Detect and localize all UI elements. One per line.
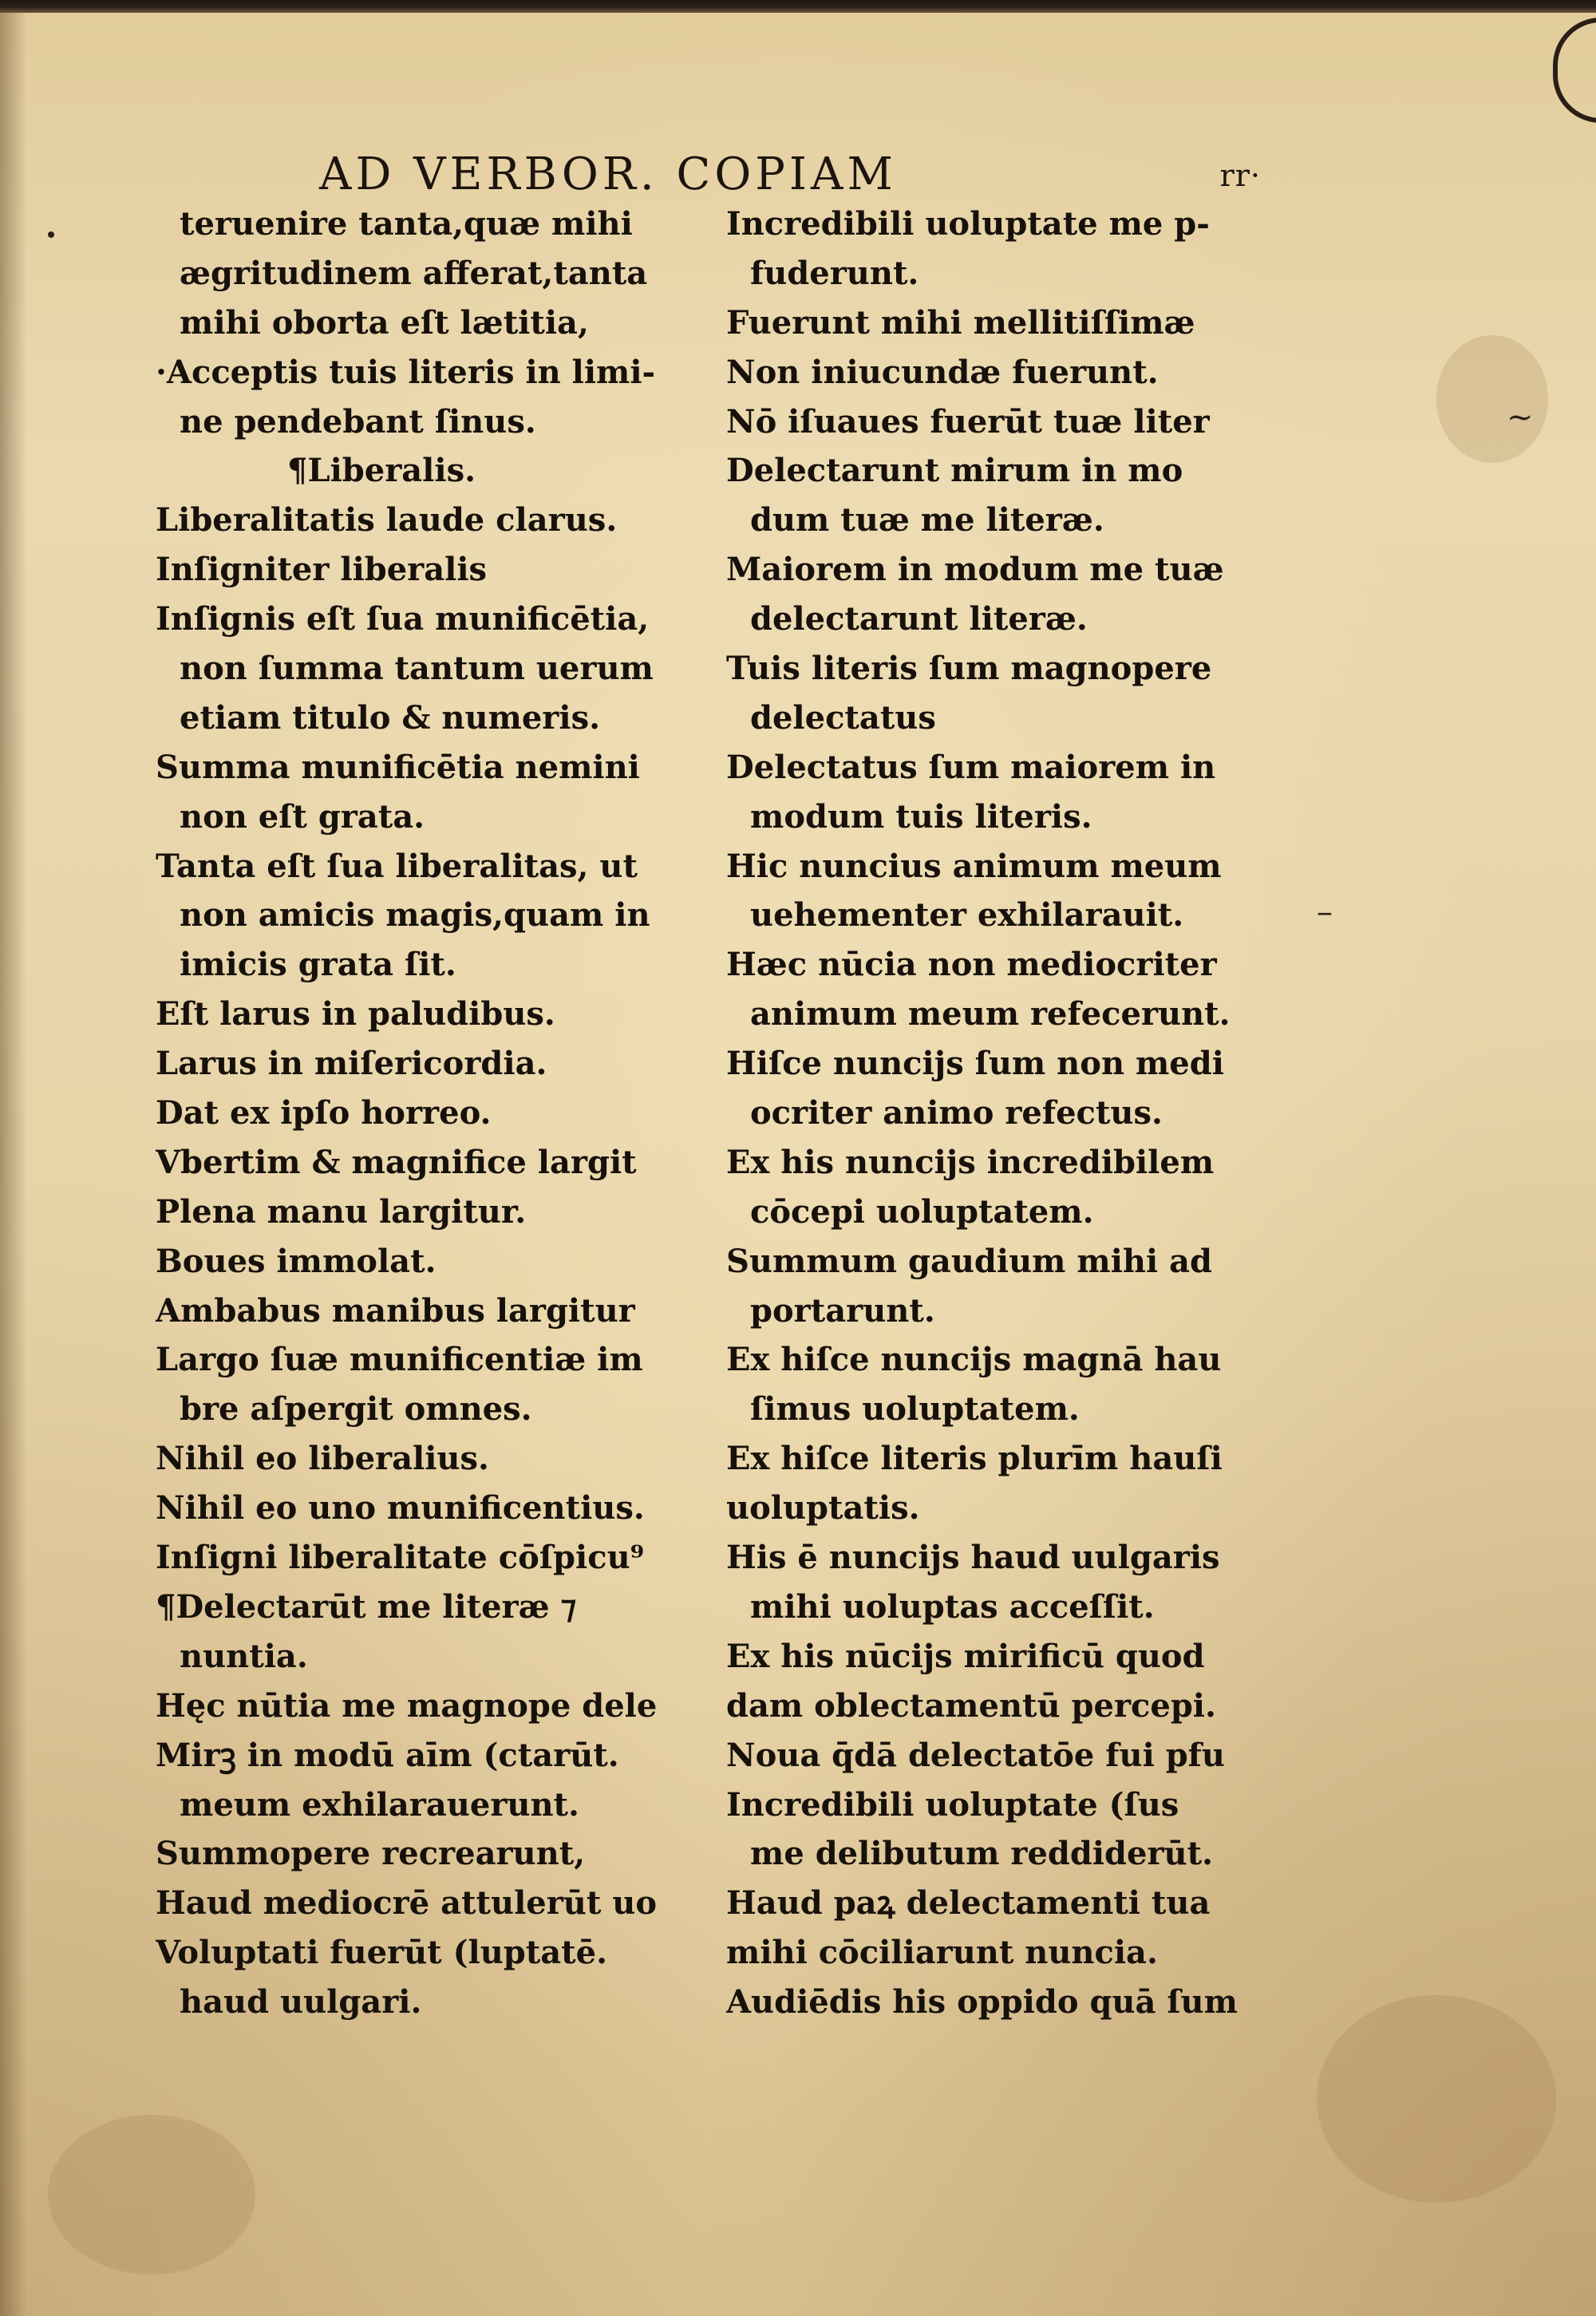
text-line: Summum gaudium mihi ad [726,1242,1213,1280]
text-line: Largo ſuæ munificentiæ im [156,1341,643,1379]
foxing-stain [48,2115,255,2275]
text-line: Audiēdis his oppido quā ſum [726,1983,1238,2022]
text-line: dum tuæ me literæ. [750,501,1104,539]
text-line: Liberalitatis laude clarus. [156,501,618,539]
text-line: ægritudinem afferat,tanta [180,254,648,292]
right-column [726,200,1301,2027]
text-line: Hęc nūtia me magnope dele [156,1686,658,1725]
text-line: animum meum refecerunt. [750,995,1231,1034]
text-line: Nihil eo liberalius. [156,1440,489,1478]
text-line: ocriter animo refectus. [750,1094,1163,1132]
text-line: fuderunt. [750,254,919,292]
running-title: AD VERBOR. COPIAM [319,148,897,200]
text-line: delectatus [750,698,936,737]
text-line: modum tuis literis. [750,797,1092,836]
text-line: Haud paꝝ delectamenti tua [726,1884,1211,1923]
text-line: Plena manu largitur. [156,1192,527,1231]
text-line: Ex his nuncijs incredibilem [726,1143,1215,1181]
text-line: Hæc nūcia non mediocriter [726,946,1217,984]
text-line: Ambabus manibus largitur [156,1291,635,1330]
text-line: Inſigni liberalitate cōſpicu⁹ [156,1539,645,1577]
text-line: Larus in miſericordia. [156,1045,547,1083]
text-line: Tanta eſt ſua liberalitas, ut [156,847,638,885]
margin-dot [48,231,54,238]
text-line: Non iniucundæ fuerunt. [726,353,1159,391]
text-line: Hiſce nuncijs ſum non medi [726,1045,1224,1083]
folio-number: rr· [1219,158,1261,193]
text-line: etiam titulo & numeris. [180,698,601,737]
text-line: mihi uoluptas acceſſit. [750,1587,1155,1626]
text-line: Boues immolat. [156,1242,437,1280]
text-line: Vbertim & magnifice largit [156,1143,637,1181]
section-heading-delectarunt: ¶Delectarūt me literæ ⁊ [156,1587,577,1626]
margin-dash: – [1317,894,1333,931]
text-line: Dat ex ipſo horreo. [156,1094,492,1132]
text-line: Incredibili uoluptate me p- [726,205,1210,243]
text-line: me delibutum reddiderūt. [750,1835,1213,1873]
text-line: Nō iſuaues fuerūt tuæ liter [726,402,1210,441]
text-line: Haud mediocrē attulerūt uo [156,1884,658,1923]
left-column [156,200,718,2027]
book-top-edge [0,0,1596,13]
text-line: dam oblectamentū percepi. [726,1686,1216,1725]
page-corner-curl [1553,18,1596,123]
text-line: imicis grata ſit. [180,946,456,984]
margin-dash: ~ [1507,399,1534,436]
foxing-stain [1317,1995,1556,2203]
text-line: Fuerunt mihi mellitiſſimæ [726,303,1195,342]
text-line: Ex hiſce literis plurīm hauſi [726,1440,1223,1478]
text-line: Incredibili uoluptate (ſus [726,1785,1179,1824]
text-line: ·Acceptis tuis literis in limi- [156,353,656,391]
text-line: His ē nuncijs haud uulgaris [726,1539,1220,1577]
text-line: Nihil eo uno munificentius. [156,1489,645,1528]
text-line: non eſt grata. [180,797,425,836]
text-line: mihi oborta eſt lætitia, [180,303,589,342]
text-line: Delectatus ſum maiorem in [726,748,1216,786]
text-line: Maiorem in modum me tuæ [726,551,1224,589]
text-line: Noua q̄dā delectatōe fui pfu [726,1736,1225,1774]
gutter-shadow [0,13,27,2316]
text-line: uoluptatis. [726,1489,920,1528]
text-line: meum exhilarauerunt. [180,1785,579,1824]
running-header [319,148,1261,201]
text-line: nuntia. [180,1637,308,1675]
text-line: Inſignis eſt ſua munificētia, [156,600,650,638]
text-line: mihi cōciliarunt nuncia. [726,1934,1158,1972]
text-line: Ex hiſce nuncijs magnā hau [726,1341,1222,1379]
text-line: Voluptati fuerūt (luptatē. [156,1934,607,1972]
text-line: Summopere recrearunt, [156,1835,586,1873]
text-line: Summa munificētia nemini [156,748,640,786]
text-line: Ex his nūcijs mirificū quod [726,1637,1205,1675]
text-line: ne pendebant ſinus. [180,402,536,441]
text-line: haud uulgari. [180,1983,422,2022]
text-line: Delectarunt mirum in mo [726,452,1183,490]
text-line: ſimus uoluptatem. [750,1390,1080,1429]
text-line: bre aſpergit omnes. [180,1390,532,1429]
text-line: Inſigniter liberalis [156,551,488,589]
text-line: Tuis literis ſum magnopere [726,650,1212,688]
section-heading-liberalis: ¶Liberalis. [287,452,476,490]
text-line: cōcepi uoluptatem. [750,1192,1094,1231]
text-line: teruenire tanta,quæ mihi [180,205,633,243]
text-line: Eſt larus in paludibus. [156,995,555,1034]
text-line: Mirꝫ in modū aīm (ctarūt. [156,1736,619,1774]
text-line: Hic nuncius animum meum [726,847,1222,885]
text-line: non amicis magis,quam in [180,896,650,935]
text-line: portarunt. [750,1291,935,1330]
text-line: delectarunt literæ. [750,600,1088,638]
text-line: non ſumma tantum uerum [180,650,654,688]
text-line: uehementer exhilarauit. [750,896,1184,935]
